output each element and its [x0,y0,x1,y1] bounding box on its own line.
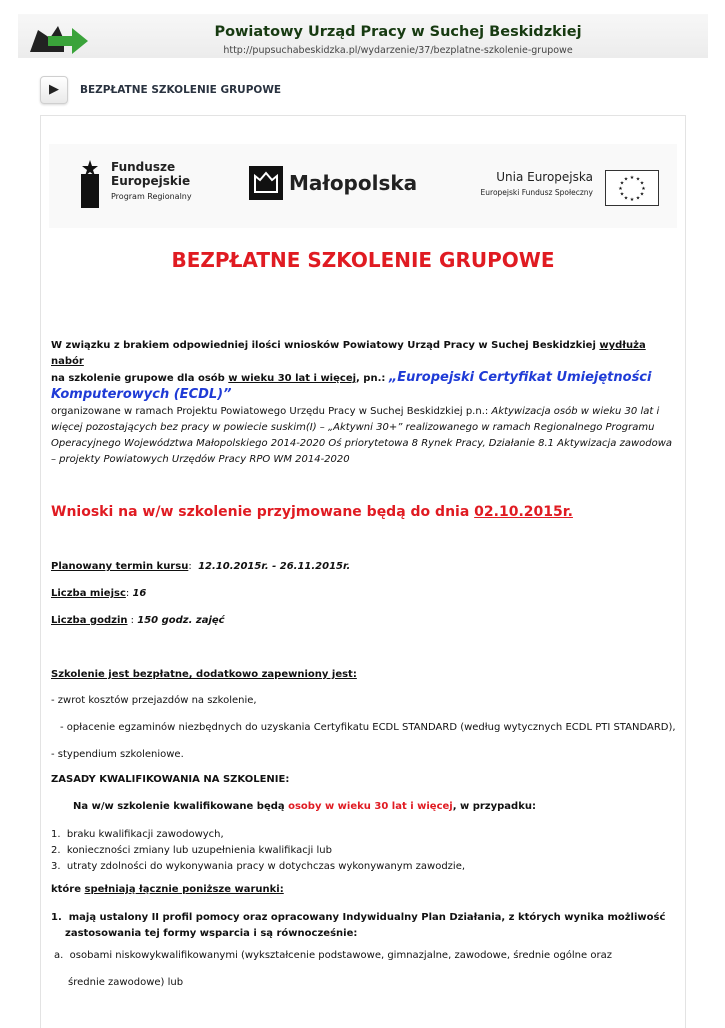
document-title: BEZPŁATNE SZKOLENIE GRUPOWE [171,248,555,272]
benefit-item: - zwrot kosztów przejazdów na szkolenie, [51,695,257,706]
conditions-heading: które spełniają łącznie poniższe warunki: [51,884,284,895]
svg-text:★: ★ [639,180,645,187]
cases-list [51,827,677,875]
benefit-item: - opłacenie egzaminów niezbędnych do uzyskania Certyfikatu ECDL STANDARD (według wytycznych ECDL PTI STANDARD), [60,722,676,733]
course-name-cont: Komputerowych (ECDL)” [51,387,232,402]
svg-text:★: ★ [629,175,635,181]
list-item: 2. konieczności zmiany lub uzupełnienia kwalifikacji lub [51,845,332,856]
list-item: 1. braku kwalifikacji zawodowych, [51,829,224,840]
page-title-bar [40,76,680,104]
malopolska-text: Małopolska [289,171,418,195]
rules-intro: Na w/w szkolenie kwalifikowane będą osoby w wieku 30 lat i więcej, w przypadku: [73,801,536,812]
svg-text:★: ★ [619,191,625,198]
page-url[interactable]: http://pupsuchabeskidzka.pl/wydarzenie/37/bezplatne-szkolenie-grupowe [223,45,573,56]
places-count: Liczba miejsc: 16 [51,588,147,599]
list-item: 3. utraty zdolności do wykonywania pracy w dotychczas wykonywanym zawodzie, [51,861,466,872]
organizer-paragraph: organizowane w ramach Projektu Powiatowego Urzędu Pracy w Suchej Beskidzkiej p.n.: Aktywizacja osób w wieku 30 lat i więcej pozostających bez pracy w powiecie suskim(I) – „Aktywni 30+” realizowanego w ramach Regionalnego Programu Operacyjnego Województwa Małopolskiego 2014-2020 Oś priorytetowa 8 Rynek Pracy, Działanie 8.1 Aktywizacja zawodowa – projekty Powiatowych Urzędów Pracy RPO WM 2014-2020 [51,406,673,465]
benefits-heading: Szkolenie jest bezpłatne, dodatkowo zapewniony jest: [51,669,357,680]
sub-condition-item-cont: średnie zawodowe) lub [68,977,184,988]
hours-count: Liczba godzin : 150 godz. zajęć [51,615,225,626]
svg-text:★: ★ [623,195,629,202]
page-title: BEZPŁATNE SZKOLENIE GRUPOWE [80,84,282,96]
eu-stars-flag-icon [605,170,659,206]
intro-paragraph: W związku z brakiem odpowiedniej ilości wniosków Powiatowy Urząd Pracy w Suchej Beskidzkiej wydłuża nabór na szkolenie grupowe dla osób w wieku 30 lat i więcej, pn.: „Europejski Certyfikat Umiejętności Komputerowych (ECDL)” [51,340,652,402]
play-icon: ▶ [49,82,59,97]
svg-text:★: ★ [629,197,635,203]
svg-text:★: ★ [635,195,641,202]
deadline-paragraph: Wnioski na w/w szkolenie przyjmowane będą do dnia 02.10.2015r. [51,504,573,520]
sub-condition-item: a. osobami niskowykwalifikowanymi (wykształcenie podstawowe, gimnazjalne, zawodowe, średnie ogólne oraz [54,950,612,961]
benefit-item: - stypendium szkoleniowe. [51,749,184,760]
svg-text:★: ★ [618,186,623,192]
svg-text:★: ★ [639,191,645,198]
funding-logos-banner: Fundusze Europejskie Program Regionalny Małopolska Unia Europejska Europejski Fundusz Społeczny ★ ★ ★ ★ ★ ★ ★ ★ ★ ★ ★ ★ [49,144,677,228]
deadline-date: 02.10.2015r. [474,504,573,520]
condition-item: 1. mają ustalony II profil pomocy oraz opracowany Indywidualny Plan Działania, z których wynika możliwość zastosowania tej formy wsparcia i są równocześnie: [51,912,666,939]
course-term: Planowany termin kursu: 12.10.2015r. - 26.11.2015r. [51,561,351,572]
fe-star-flag-icon [77,160,103,208]
play-button[interactable] [40,76,68,104]
site-header [18,14,708,58]
svg-text:★: ★ [641,186,646,192]
svg-text:★: ★ [619,180,625,187]
course-name: „Europejski Certyfikat Umiejętności [388,370,652,385]
svg-text:★: ★ [623,176,629,183]
site-title[interactable]: Powiatowy Urząd Pracy w Suchej Beskidzkiej [214,24,582,40]
malopolska-emblem-icon [249,166,283,200]
svg-text:★: ★ [635,176,641,183]
rules-heading: ZASADY KWALIFIKOWANIA NA SZKOLENIE: [51,774,290,785]
article-content [40,115,686,1028]
